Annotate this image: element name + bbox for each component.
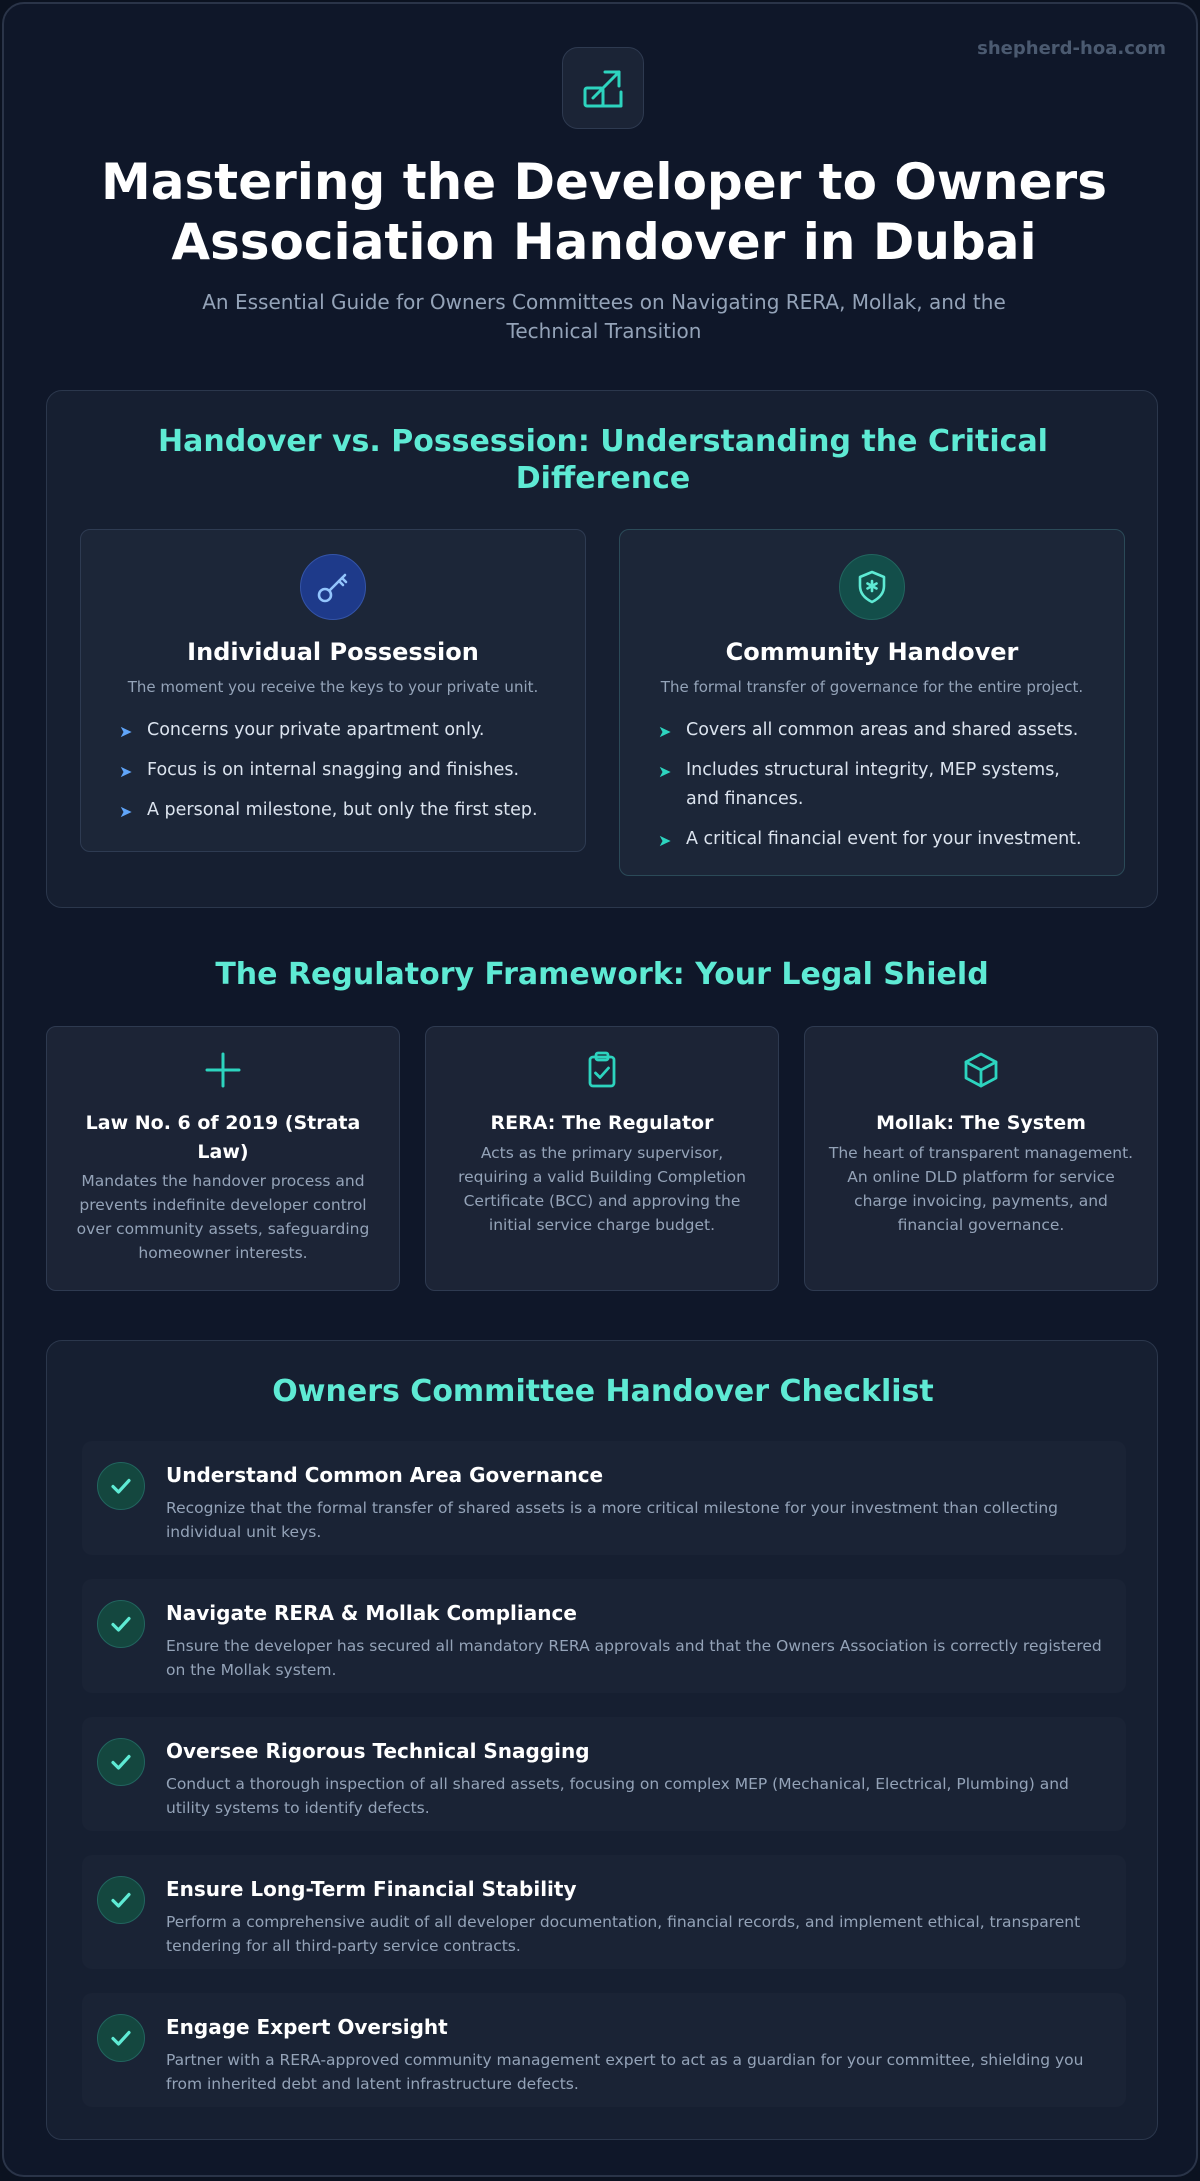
handover-arrow-icon xyxy=(581,66,625,110)
page-subtitle: An Essential Guide for Owners Committees on Navigating RERA, Mollak, and the Technical Transition xyxy=(202,290,1006,343)
checklist-item-title: Engage Expert Oversight xyxy=(166,2015,448,2039)
shield-icon xyxy=(854,569,890,605)
arrow-icon: ➤ xyxy=(658,831,672,850)
mollak-text: The heart of transparent management. An online DLD platform for service charge invoicing, payments, and financial governance. xyxy=(828,1144,1134,1234)
list-item: ➤ Concerns your private apartment only. xyxy=(119,716,559,745)
mollak-card xyxy=(804,1026,1158,1291)
key-icon-badge xyxy=(300,554,366,620)
checklist-item-title: Navigate RERA & Mollak Compliance xyxy=(166,1601,577,1625)
checklist-item-title: Understand Common Area Governance xyxy=(166,1463,604,1487)
check-icon xyxy=(97,1600,145,1648)
checklist-item xyxy=(82,1855,1126,1969)
possession-points xyxy=(119,716,559,836)
handover-points xyxy=(658,716,1098,865)
checklist-item xyxy=(82,1717,1126,1831)
arrow-icon: ➤ xyxy=(119,802,133,821)
possession-title: Individual Possession xyxy=(187,638,479,666)
logo xyxy=(562,47,644,129)
check-icon xyxy=(97,1462,145,1510)
framework-title: The Regulatory Framework: Your Legal Shield xyxy=(215,957,989,992)
check-icon xyxy=(97,1738,145,1786)
page-frame xyxy=(2,2,1198,2177)
rera-title: RERA: The Regulator xyxy=(490,1112,714,1134)
handover-title: Community Handover xyxy=(725,638,1019,666)
arrow-icon: ➤ xyxy=(658,722,672,741)
comparison-title: Handover vs. Possession: Understanding the Critical Difference xyxy=(158,424,1048,496)
list-item: ➤ Includes structural integrity, MEP systems, and finances. xyxy=(658,756,1098,814)
handover-card xyxy=(619,529,1125,876)
list-item: ➤ A critical financial event for your investment. xyxy=(658,825,1098,854)
possession-card xyxy=(80,529,586,852)
list-item: ➤ A personal milestone, but only the first step. xyxy=(119,796,559,825)
strata-law-text: Mandates the handover process and prevents indefinite developer control over community assets, safeguarding homeowner interests. xyxy=(76,1172,370,1262)
checklist-item xyxy=(82,1993,1126,2107)
possession-description: The moment you receive the keys to your private unit. xyxy=(127,678,539,696)
rera-card xyxy=(425,1026,779,1291)
comparison-panel xyxy=(46,390,1158,908)
plus-icon xyxy=(204,1051,242,1089)
list-item: ➤ Covers all common areas and shared assets. xyxy=(658,716,1098,745)
list-item: ➤ Focus is on internal snagging and finishes. xyxy=(119,756,559,785)
shield-icon-badge xyxy=(839,554,905,620)
key-icon xyxy=(314,568,352,606)
checklist-item-text: Recognize that the formal transfer of shared assets is a more critical milestone for your investment than collecting individual unit keys. xyxy=(166,1499,1058,1541)
checklist-item-title: Oversee Rigorous Technical Snagging xyxy=(166,1739,590,1763)
checklist-item-text: Perform a comprehensive audit of all developer documentation, financial records, and implement ethical, transparent tendering for all third-party service contracts. xyxy=(166,1913,1081,1955)
cube-icon xyxy=(962,1051,1000,1089)
rera-text: Acts as the primary supervisor, requiring a valid Building Completion Certificate (BCC) and approving the initial service charge budget. xyxy=(458,1144,746,1234)
checklist-item xyxy=(82,1441,1126,1555)
checklist-item-text: Partner with a RERA-approved community management expert to act as a guardian for your committee, shielding you from inherited debt and latent infrastructure defects. xyxy=(166,2051,1084,2093)
mollak-title: Mollak: The System xyxy=(876,1112,1086,1134)
handover-description: The formal transfer of governance for the entire project. xyxy=(660,678,1084,696)
checklist-title: Owners Committee Handover Checklist xyxy=(272,1374,934,1409)
arrow-icon: ➤ xyxy=(119,762,133,781)
arrow-icon: ➤ xyxy=(658,762,672,781)
check-icon xyxy=(97,1876,145,1924)
arrow-icon: ➤ xyxy=(119,722,133,741)
checklist-item-title: Ensure Long-Term Financial Stability xyxy=(166,1877,577,1901)
checklist-item-text: Conduct a thorough inspection of all shared assets, focusing on complex MEP (Mechanical, Electrical, Plumbing) and utility systems to identify defects. xyxy=(166,1775,1069,1817)
page-title: Mastering the Developer to Owners Association Handover in Dubai xyxy=(101,153,1107,271)
checklist-item-text: Ensure the developer has secured all mandatory RERA approvals and that the Owners Association is correctly registered on the Mollak system. xyxy=(166,1637,1102,1679)
watermark: shepherd-hoa.com xyxy=(977,38,1166,59)
check-icon xyxy=(97,2014,145,2062)
clipboard-check-icon xyxy=(583,1051,621,1089)
checklist-item xyxy=(82,1579,1126,1693)
strata-law-card xyxy=(46,1026,400,1291)
strata-law-title: Law No. 6 of 2019 (Strata Law) xyxy=(85,1112,361,1163)
